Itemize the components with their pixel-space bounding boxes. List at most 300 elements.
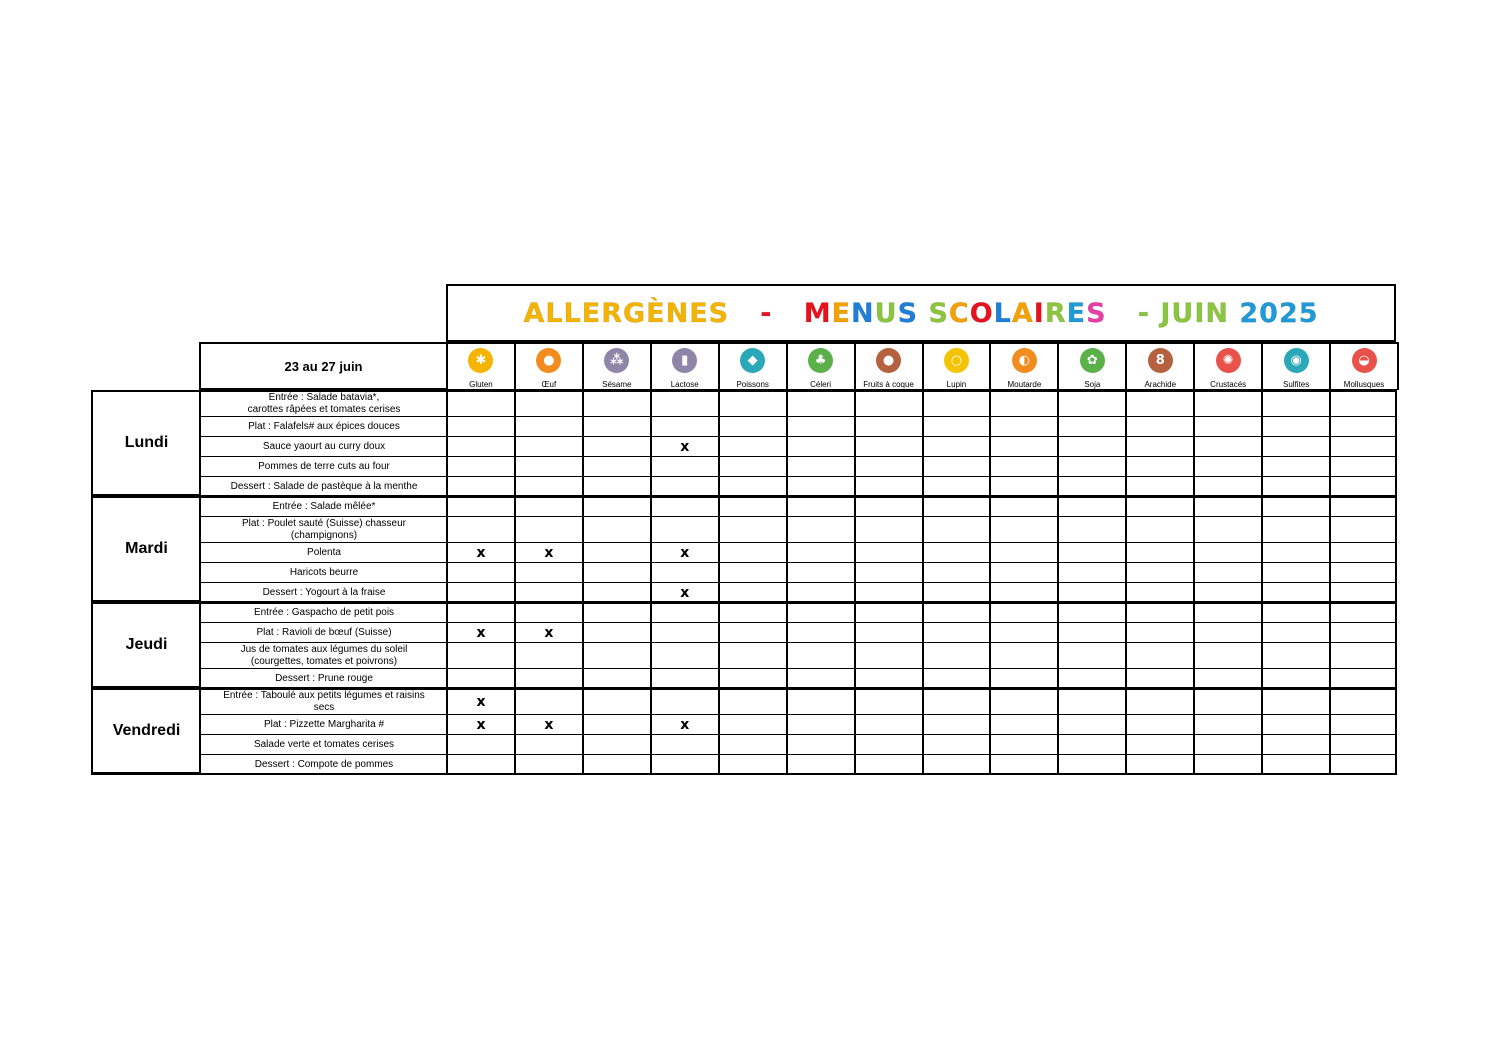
allergen-mark-cell bbox=[1057, 516, 1125, 542]
allergen-column-egg bbox=[514, 344, 582, 390]
allergen-column-fish bbox=[718, 344, 786, 390]
allergen-mark-cell bbox=[718, 734, 786, 754]
allergen-mark-cell bbox=[1193, 516, 1261, 542]
dish-name: Dessert : Prune rouge bbox=[199, 668, 447, 688]
allergen-mark-cell bbox=[446, 476, 514, 496]
allergen-mark-cell bbox=[1125, 562, 1193, 582]
allergen-mark-cell bbox=[1125, 456, 1193, 476]
allergen-mark-cell bbox=[854, 754, 922, 774]
allergen-mark-cell bbox=[922, 456, 990, 476]
allergen-mark-cell: x bbox=[446, 542, 514, 562]
allergen-label: Mollusques bbox=[1343, 380, 1385, 389]
allergen-mark-cell bbox=[1193, 668, 1261, 688]
allergen-mark-cell bbox=[1125, 714, 1193, 734]
allergen-mark-cell bbox=[1057, 622, 1125, 642]
allergen-mark-cell: x bbox=[446, 714, 514, 734]
allergen-mark-cell bbox=[1125, 754, 1193, 774]
table-row bbox=[199, 476, 1397, 496]
allergen-mark-cell bbox=[582, 582, 650, 602]
allergen-mark-cell bbox=[989, 456, 1057, 476]
allergen-mark-cell bbox=[1261, 734, 1329, 754]
allergen-mark-cell bbox=[582, 516, 650, 542]
allergen-mark-cell bbox=[1125, 436, 1193, 456]
allergen-mark-cell bbox=[1193, 602, 1261, 622]
allergen-mark-cell bbox=[582, 542, 650, 562]
allergen-mark-cell bbox=[1125, 688, 1193, 714]
title-part: E bbox=[1066, 297, 1087, 329]
allergen-mark-cell bbox=[650, 754, 718, 774]
fish-icon: ◆ bbox=[740, 348, 765, 373]
day-block-jeudi bbox=[91, 602, 1397, 688]
allergen-mark-cell bbox=[989, 602, 1057, 622]
allergen-column-peanut bbox=[1125, 344, 1193, 390]
allergen-mark-cell bbox=[989, 476, 1057, 496]
allergen-mark-cell bbox=[1193, 476, 1261, 496]
allergen-mark-cell bbox=[1193, 622, 1261, 642]
dish-name: Dessert : Salade de pastèque à la menthe bbox=[199, 476, 447, 496]
allergen-mark-cell bbox=[1057, 754, 1125, 774]
title-part: A bbox=[1011, 297, 1034, 329]
allergen-mark-cell bbox=[1329, 688, 1397, 714]
allergen-mark-cell bbox=[1193, 734, 1261, 754]
allergen-mark-cell bbox=[1261, 476, 1329, 496]
allergen-mark-cell bbox=[718, 476, 786, 496]
allergen-mark-cell bbox=[989, 688, 1057, 714]
allergen-mark-cell bbox=[650, 688, 718, 714]
allergen-mark-cell bbox=[854, 476, 922, 496]
allergen-column-lupin bbox=[922, 344, 990, 390]
title-part: 2025 bbox=[1239, 297, 1319, 329]
allergen-mark-cell bbox=[446, 602, 514, 622]
dish-name: Sauce yaourt au curry doux bbox=[199, 436, 447, 456]
allergen-mark-cell bbox=[514, 582, 582, 602]
allergen-mark-cell bbox=[582, 688, 650, 714]
allergen-mark-cell: x bbox=[446, 688, 514, 714]
table-row bbox=[199, 668, 1397, 688]
dish-name: Entrée : Taboulé aux petits légumes et raisins secs bbox=[199, 688, 447, 714]
table-row bbox=[199, 496, 1397, 516]
allergen-mark-cell bbox=[718, 714, 786, 734]
allergen-column-sesame bbox=[582, 344, 650, 390]
allergen-mark-cell bbox=[1329, 642, 1397, 668]
allergen-mark-cell bbox=[650, 390, 718, 416]
allergen-mark-cell bbox=[446, 754, 514, 774]
allergen-mark-cell bbox=[922, 688, 990, 714]
allergen-mark-cell bbox=[786, 516, 854, 542]
allergen-mark-cell bbox=[1329, 416, 1397, 436]
dish-name: Entrée : Salade batavia*, carottes râpées et tomates cerises bbox=[199, 390, 447, 416]
allergen-column-celery bbox=[786, 344, 854, 390]
allergen-mark-cell bbox=[922, 622, 990, 642]
allergen-mark-cell bbox=[1329, 436, 1397, 456]
allergen-mark-cell bbox=[582, 734, 650, 754]
allergen-mark-cell bbox=[1193, 416, 1261, 436]
allergen-mark-cell bbox=[786, 416, 854, 436]
sulfites-icon: ◉ bbox=[1284, 348, 1309, 373]
allergen-label: Lactose bbox=[670, 380, 699, 389]
table-row bbox=[199, 734, 1397, 754]
allergen-mark-cell bbox=[514, 456, 582, 476]
table-row bbox=[199, 456, 1397, 476]
allergen-mark-cell bbox=[582, 602, 650, 622]
allergen-mark-cell bbox=[989, 642, 1057, 668]
dish-name: Polenta bbox=[199, 542, 447, 562]
allergen-mark-cell bbox=[786, 542, 854, 562]
allergen-mark-cell bbox=[514, 476, 582, 496]
allergen-mark-cell bbox=[922, 754, 990, 774]
allergen-mark-cell bbox=[1057, 456, 1125, 476]
allergen-mark-cell bbox=[786, 602, 854, 622]
allergen-mark-cell bbox=[1057, 642, 1125, 668]
title-part: L bbox=[993, 297, 1012, 329]
allergen-mark-cell bbox=[1261, 714, 1329, 734]
allergen-mark-cell bbox=[1057, 562, 1125, 582]
dish-name: Salade verte et tomates cerises bbox=[199, 734, 447, 754]
allergen-mark-cell bbox=[718, 622, 786, 642]
mustard-icon: ◐ bbox=[1012, 348, 1037, 373]
allergen-column-nuts bbox=[854, 344, 922, 390]
allergen-mark-cell bbox=[514, 562, 582, 582]
nuts-icon: ● bbox=[876, 348, 901, 373]
allergen-mark-cell bbox=[1125, 496, 1193, 516]
allergen-mark-cell bbox=[786, 622, 854, 642]
shell-icon: ◒ bbox=[1352, 348, 1377, 373]
allergen-mark-cell bbox=[922, 516, 990, 542]
table-row bbox=[199, 436, 1397, 456]
lupin-icon: ○ bbox=[944, 348, 969, 373]
allergen-mark-cell: x bbox=[514, 714, 582, 734]
allergen-mark-cell bbox=[1261, 436, 1329, 456]
table-row bbox=[199, 688, 1397, 714]
allergen-mark-cell bbox=[854, 642, 922, 668]
allergen-mark-cell bbox=[1261, 496, 1329, 516]
allergen-mark-cell bbox=[446, 390, 514, 416]
allergen-mark-cell: x bbox=[446, 622, 514, 642]
title-part: JUIN bbox=[1160, 297, 1240, 329]
allergen-mark-cell bbox=[786, 582, 854, 602]
allergen-mark-cell bbox=[718, 436, 786, 456]
allergen-mark-cell bbox=[989, 734, 1057, 754]
allergen-label: Poissons bbox=[736, 380, 769, 389]
allergen-mark-cell bbox=[1261, 754, 1329, 774]
allergen-mark-cell bbox=[1261, 668, 1329, 688]
allergen-mark-cell bbox=[1057, 602, 1125, 622]
allergen-mark-cell bbox=[1057, 416, 1125, 436]
allergen-mark-cell bbox=[718, 562, 786, 582]
allergen-mark-cell bbox=[582, 476, 650, 496]
allergen-mark-cell bbox=[1125, 622, 1193, 642]
title-part: N bbox=[851, 297, 875, 329]
allergen-mark-cell bbox=[1261, 562, 1329, 582]
menu-grid bbox=[91, 390, 1397, 772]
allergen-mark-cell bbox=[1261, 622, 1329, 642]
allergen-mark-cell bbox=[1125, 542, 1193, 562]
allergen-mark-cell bbox=[854, 456, 922, 476]
allergen-mark-cell bbox=[1125, 602, 1193, 622]
allergen-label: Moutarde bbox=[1007, 380, 1042, 389]
allergen-mark-cell bbox=[514, 436, 582, 456]
allergen-mark-cell bbox=[650, 476, 718, 496]
day-label: Jeudi bbox=[91, 602, 200, 688]
allergen-label: Sésame bbox=[602, 380, 632, 389]
allergen-mark-cell: x bbox=[514, 542, 582, 562]
table-row bbox=[199, 642, 1397, 668]
dish-name: Entrée : Salade mêlée* bbox=[199, 496, 447, 516]
allergen-mark-cell bbox=[1193, 688, 1261, 714]
allergen-mark-cell bbox=[854, 516, 922, 542]
dish-name: Pommes de terre cuts au four bbox=[199, 456, 447, 476]
allergen-mark-cell bbox=[786, 562, 854, 582]
allergen-mark-cell bbox=[582, 668, 650, 688]
allergen-mark-cell bbox=[718, 668, 786, 688]
allergen-mark-cell bbox=[718, 416, 786, 436]
title-part: S bbox=[1086, 297, 1107, 329]
allergen-mark-cell bbox=[854, 582, 922, 602]
allergen-mark-cell: x bbox=[650, 582, 718, 602]
allergen-mark-cell bbox=[514, 516, 582, 542]
allergen-mark-cell bbox=[1125, 734, 1193, 754]
allergen-mark-cell bbox=[718, 582, 786, 602]
allergen-mark-cell bbox=[718, 688, 786, 714]
allergen-mark-cell bbox=[989, 714, 1057, 734]
title-part: U bbox=[874, 297, 898, 329]
allergen-mark-cell bbox=[718, 456, 786, 476]
allergen-mark-cell bbox=[650, 602, 718, 622]
allergen-mark-cell bbox=[786, 688, 854, 714]
title-box bbox=[446, 284, 1396, 342]
allergen-mark-cell bbox=[650, 622, 718, 642]
allergen-mark-cell bbox=[718, 496, 786, 516]
allergen-mark-cell bbox=[854, 688, 922, 714]
allergen-mark-cell bbox=[1261, 516, 1329, 542]
allergen-mark-cell bbox=[582, 416, 650, 436]
allergen-mark-cell bbox=[854, 436, 922, 456]
allergen-label: Gluten bbox=[469, 380, 493, 389]
title-part: E bbox=[831, 297, 852, 329]
allergen-mark-cell bbox=[1261, 456, 1329, 476]
allergen-mark-cell bbox=[514, 642, 582, 668]
allergen-mark-cell bbox=[922, 416, 990, 436]
allergen-mark-cell bbox=[1057, 714, 1125, 734]
allergen-column-sulfites bbox=[1261, 344, 1329, 390]
allergen-mark-cell bbox=[1057, 668, 1125, 688]
allergen-mark-cell bbox=[1261, 642, 1329, 668]
allergen-mark-cell bbox=[786, 734, 854, 754]
week-label: 23 au 27 juin bbox=[199, 342, 447, 390]
table-row bbox=[199, 714, 1397, 734]
allergen-mark-cell bbox=[989, 496, 1057, 516]
allergen-mark-cell: x bbox=[650, 714, 718, 734]
allergen-mark-cell bbox=[922, 582, 990, 602]
allergen-mark-cell bbox=[650, 516, 718, 542]
allergen-mark-cell bbox=[989, 622, 1057, 642]
page-title bbox=[523, 298, 1318, 329]
allergen-mark-cell bbox=[1329, 602, 1397, 622]
allergen-label: Céleri bbox=[810, 380, 832, 389]
allergen-mark-cell bbox=[582, 496, 650, 516]
allergen-mark-cell bbox=[1057, 688, 1125, 714]
allergen-mark-cell bbox=[922, 668, 990, 688]
allergen-mark-cell bbox=[582, 714, 650, 734]
allergen-mark-cell bbox=[786, 476, 854, 496]
allergen-mark-cell bbox=[922, 602, 990, 622]
day-label: Mardi bbox=[91, 496, 200, 602]
allergen-mark-cell bbox=[854, 714, 922, 734]
allergen-label: Sulfites bbox=[1283, 380, 1310, 389]
allergen-mark-cell bbox=[1261, 688, 1329, 714]
allergen-mark-cell bbox=[718, 602, 786, 622]
allergen-mark-cell bbox=[786, 390, 854, 416]
allergen-mark-cell bbox=[922, 390, 990, 416]
allergen-mark-cell bbox=[1193, 496, 1261, 516]
allergen-mark-cell bbox=[1057, 734, 1125, 754]
allergen-column-crab bbox=[1193, 344, 1261, 390]
allergen-mark-cell bbox=[514, 754, 582, 774]
allergen-label: Arachide bbox=[1144, 380, 1177, 389]
title-part: ALLERGÈNES bbox=[523, 297, 730, 329]
allergen-mark-cell bbox=[1125, 582, 1193, 602]
allergen-column-mustard bbox=[989, 344, 1057, 390]
allergen-header bbox=[446, 342, 1399, 390]
allergen-mark-cell bbox=[582, 642, 650, 668]
table-row bbox=[199, 416, 1397, 436]
allergen-mark-cell bbox=[1125, 390, 1193, 416]
dish-name: Entrée : Gaspacho de petit pois bbox=[199, 602, 447, 622]
allergen-mark-cell bbox=[1329, 714, 1397, 734]
sesame-icon: ⁂ bbox=[604, 348, 629, 373]
allergen-mark-cell bbox=[854, 622, 922, 642]
peanut-icon: 8 bbox=[1148, 348, 1173, 373]
allergen-mark-cell bbox=[1125, 476, 1193, 496]
allergen-mark-cell bbox=[1193, 542, 1261, 562]
allergen-mark-cell: x bbox=[650, 436, 718, 456]
dish-name: Plat : Pizzette Margharita # bbox=[199, 714, 447, 734]
allergen-mark-cell bbox=[854, 668, 922, 688]
dish-name: Dessert : Compote de pommes bbox=[199, 754, 447, 774]
allergen-mark-cell bbox=[718, 754, 786, 774]
allergen-mark-cell bbox=[989, 416, 1057, 436]
allergen-mark-cell bbox=[1193, 642, 1261, 668]
allergen-mark-cell bbox=[989, 582, 1057, 602]
allergen-mark-cell bbox=[514, 416, 582, 436]
soy-icon: ✿ bbox=[1080, 348, 1105, 373]
dish-name: Plat : Ravioli de bœuf (Suisse) bbox=[199, 622, 447, 642]
allergen-mark-cell bbox=[1193, 456, 1261, 476]
allergen-mark-cell bbox=[514, 668, 582, 688]
allergen-mark-cell bbox=[1125, 668, 1193, 688]
allergen-mark-cell bbox=[989, 754, 1057, 774]
allergen-mark-cell bbox=[514, 602, 582, 622]
allergen-mark-cell bbox=[854, 390, 922, 416]
allergen-mark-cell bbox=[1329, 754, 1397, 774]
table-row bbox=[199, 516, 1397, 542]
dish-name: Plat : Poulet sauté (Suisse) chasseur (champignons) bbox=[199, 516, 447, 542]
allergen-mark-cell bbox=[1329, 582, 1397, 602]
table-row bbox=[199, 754, 1397, 774]
allergen-mark-cell bbox=[1329, 542, 1397, 562]
allergen-mark-cell bbox=[854, 416, 922, 436]
dish-name: Dessert : Yogourt à la fraise bbox=[199, 582, 447, 602]
allergen-mark-cell bbox=[922, 436, 990, 456]
allergen-column-milk bbox=[650, 344, 718, 390]
allergen-mark-cell bbox=[1125, 516, 1193, 542]
allergen-mark-cell bbox=[989, 542, 1057, 562]
milk-icon: ▮ bbox=[672, 348, 697, 373]
allergen-mark-cell bbox=[854, 734, 922, 754]
allergen-mark-cell bbox=[989, 516, 1057, 542]
allergen-mark-cell bbox=[922, 476, 990, 496]
allergen-mark-cell bbox=[922, 496, 990, 516]
title-part: I bbox=[1033, 297, 1045, 329]
allergen-mark-cell bbox=[1125, 642, 1193, 668]
allergen-mark-cell bbox=[718, 390, 786, 416]
allergen-mark-cell bbox=[1193, 582, 1261, 602]
allergen-mark-cell bbox=[446, 456, 514, 476]
crab-icon: ✺ bbox=[1216, 348, 1241, 373]
table-row bbox=[199, 562, 1397, 582]
allergen-mark-cell bbox=[854, 496, 922, 516]
allergen-mark-cell bbox=[1057, 542, 1125, 562]
allergen-mark-cell bbox=[446, 436, 514, 456]
allergen-mark-cell bbox=[989, 436, 1057, 456]
allergen-label: Crustacés bbox=[1210, 380, 1247, 389]
allergen-mark-cell bbox=[514, 496, 582, 516]
table-row bbox=[199, 602, 1397, 622]
celery-icon: ♣ bbox=[808, 348, 833, 373]
allergen-mark-cell bbox=[650, 668, 718, 688]
allergen-mark-cell bbox=[650, 456, 718, 476]
allergen-mark-cell bbox=[1057, 436, 1125, 456]
allergen-mark-cell bbox=[1261, 602, 1329, 622]
allergen-mark-cell bbox=[1057, 390, 1125, 416]
allergen-mark-cell: x bbox=[650, 542, 718, 562]
allergen-label: Fruits à coque bbox=[863, 380, 914, 389]
allergen-mark-cell bbox=[1193, 390, 1261, 416]
allergen-mark-cell bbox=[1329, 476, 1397, 496]
allergen-mark-cell bbox=[446, 668, 514, 688]
table-row bbox=[199, 622, 1397, 642]
allergen-mark-cell bbox=[1329, 562, 1397, 582]
allergen-mark-cell bbox=[854, 602, 922, 622]
table-row bbox=[199, 542, 1397, 562]
allergen-label: Soja bbox=[1084, 380, 1101, 389]
allergen-mark-cell bbox=[1329, 734, 1397, 754]
dish-name: Plat : Falafels# aux épices douces bbox=[199, 416, 447, 436]
allergen-mark-cell bbox=[1261, 582, 1329, 602]
allergen-mark-cell bbox=[989, 562, 1057, 582]
allergen-mark-cell bbox=[786, 456, 854, 476]
day-label: Vendredi bbox=[91, 688, 200, 774]
allergen-mark-cell bbox=[1329, 496, 1397, 516]
allergen-mark-cell: x bbox=[514, 622, 582, 642]
allergen-mark-cell bbox=[650, 496, 718, 516]
allergen-mark-cell bbox=[786, 714, 854, 734]
allergen-mark-cell bbox=[582, 456, 650, 476]
allergen-mark-cell bbox=[1261, 542, 1329, 562]
allergen-mark-cell bbox=[1261, 416, 1329, 436]
day-block-lundi bbox=[91, 390, 1397, 496]
allergen-mark-cell bbox=[1057, 476, 1125, 496]
allergen-mark-cell bbox=[922, 714, 990, 734]
allergen-mark-cell bbox=[1329, 668, 1397, 688]
allergen-label: Lupin bbox=[946, 380, 967, 389]
allergen-column-soy bbox=[1057, 344, 1125, 390]
allergen-mark-cell bbox=[514, 734, 582, 754]
allergen-mark-cell bbox=[650, 416, 718, 436]
day-block-vendredi bbox=[91, 688, 1397, 774]
allergen-mark-cell bbox=[922, 734, 990, 754]
allergen-mark-cell bbox=[922, 542, 990, 562]
